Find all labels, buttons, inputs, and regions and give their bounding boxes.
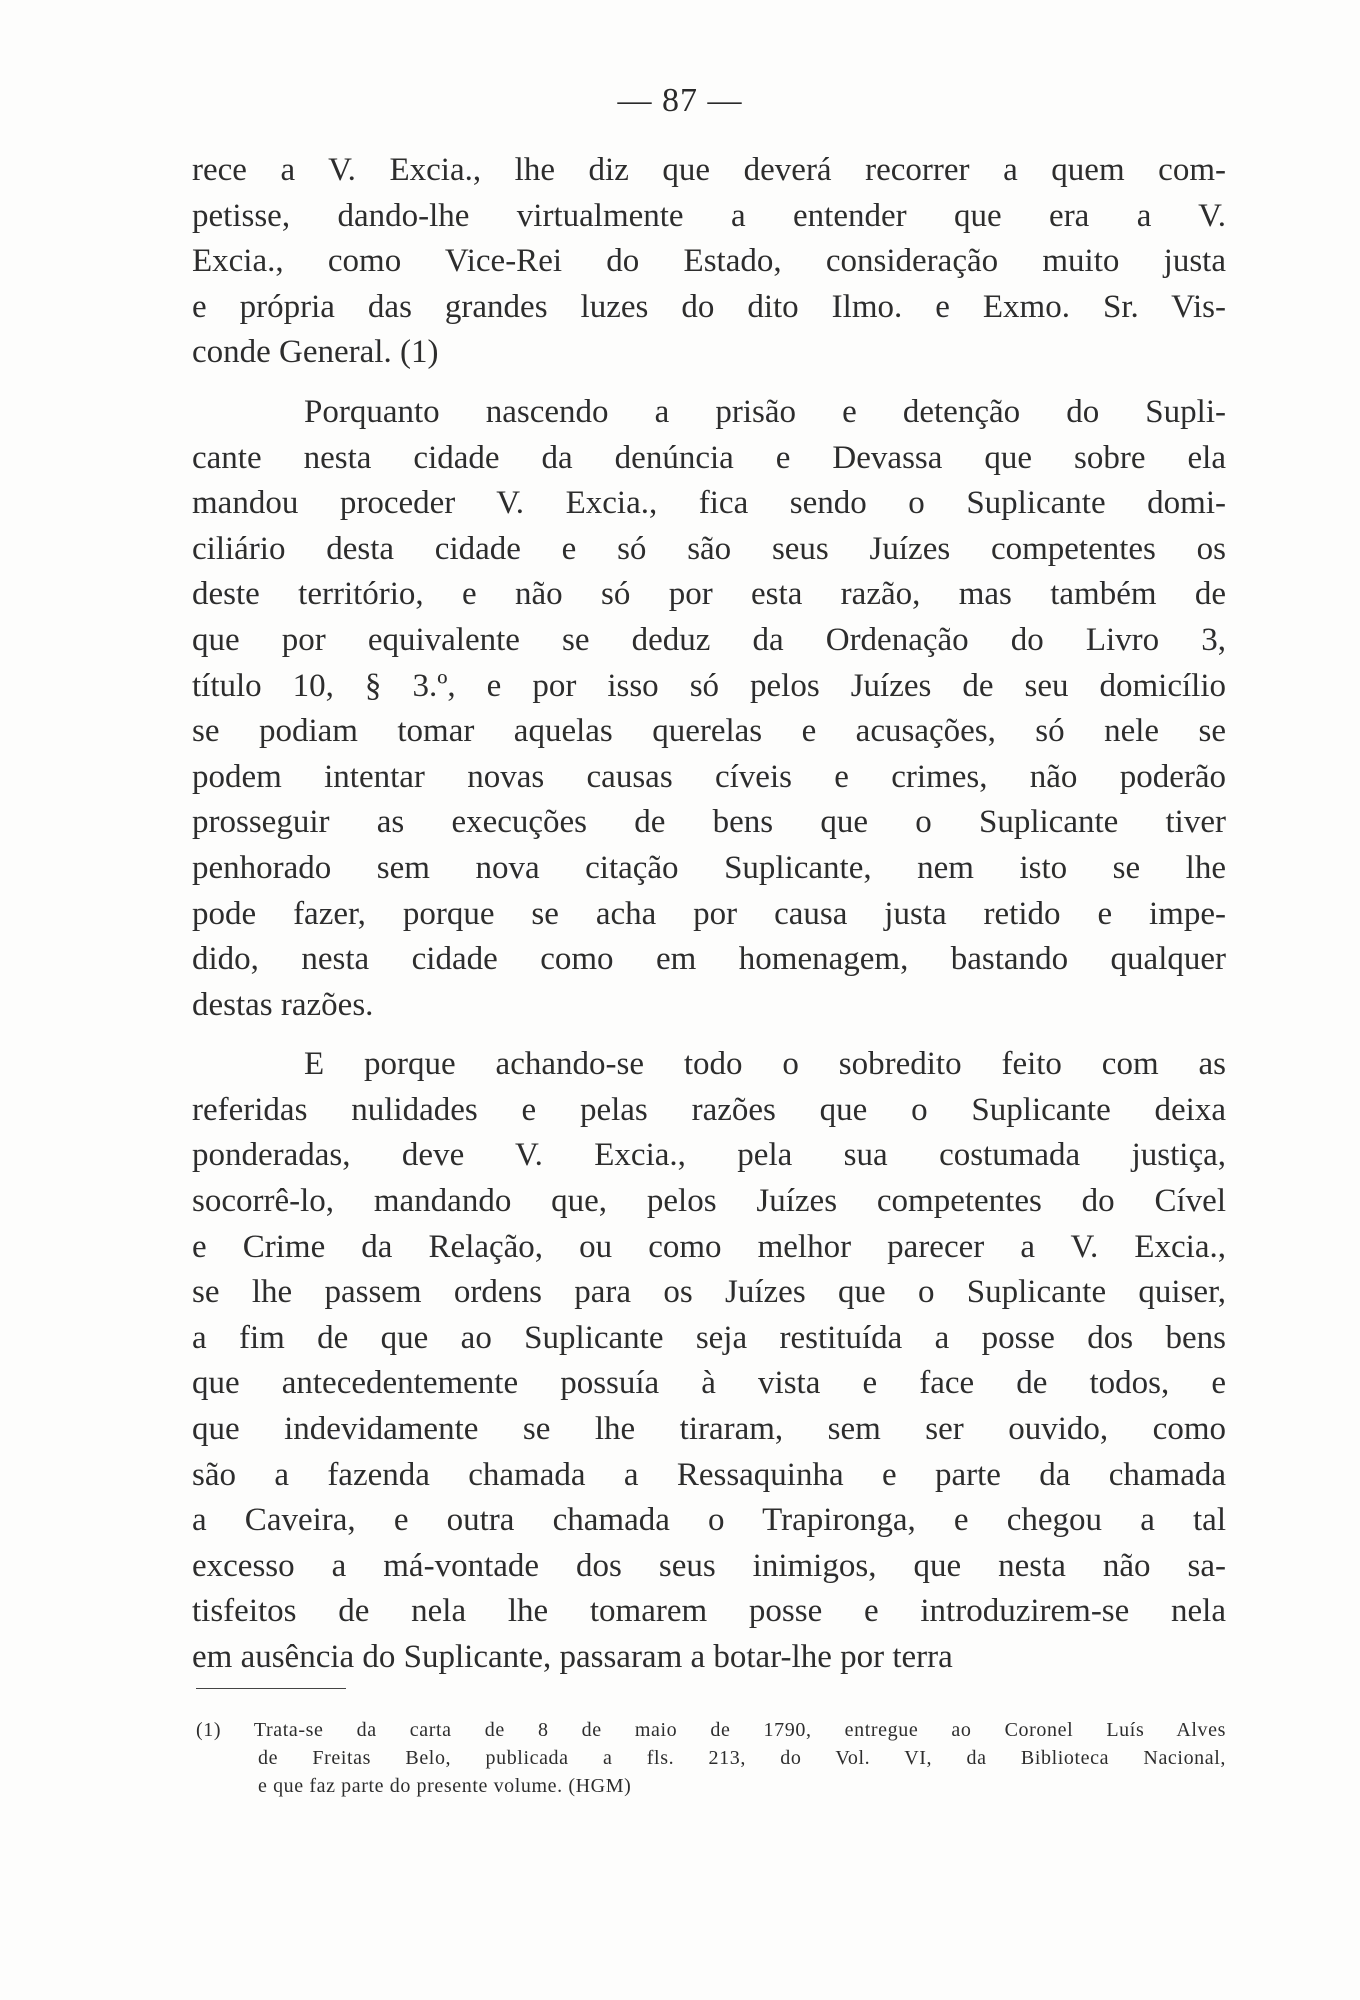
text-line: cante nesta cidade da denúncia e Devassa que sobre ela	[192, 439, 1226, 476]
text-line: e Crime da Relação, ou como melhor parecer a V. Excia.,	[192, 1228, 1226, 1265]
paragraph-2	[192, 390, 1226, 1028]
text-line: excesso a má-vontade dos seus inimigos, que nesta não sa-	[192, 1547, 1226, 1584]
text-line: e própria das grandes luzes do dito Ilmo. e Exmo. Sr. Vis-	[192, 288, 1226, 325]
text-line: Excia., como Vice-Rei do Estado, consideração muito justa	[192, 243, 1226, 280]
text-line: tisfeitos de nela lhe tomarem posse e introduzirem-se nela	[192, 1593, 1226, 1630]
text-line: se podiam tomar aquelas querelas e acusações, só nele se	[192, 713, 1226, 750]
text-line: que antecedentemente possuía à vista e face de todos, e	[192, 1365, 1226, 1402]
footnote	[196, 1716, 1226, 1800]
text-line: que indevidamente se lhe tiraram, sem ser ouvido, como	[192, 1411, 1226, 1448]
text-line: título 10, § 3.º, e por isso só pelos Juízes de seu domicílio	[192, 667, 1226, 704]
text-line: socorrê-lo, mandando que, pelos Juízes competentes do Cível	[192, 1183, 1226, 1220]
text-line: se lhe passem ordens para os Juízes que o Suplicante quiser,	[192, 1274, 1226, 1311]
text-line: podem intentar novas causas cíveis e crimes, não poderão	[192, 758, 1226, 795]
text-line: ciliário desta cidade e só são seus Juízes competentes os	[192, 530, 1226, 567]
text-line: destas razões.	[192, 986, 374, 1023]
text-line: penhorado sem nova citação Suplicante, nem isto se lhe	[192, 849, 1226, 886]
text-line: mandou proceder V. Excia., fica sendo o Suplicante domi-	[192, 485, 1226, 522]
text-line: petisse, dando-lhe virtualmente a entender que era a V.	[192, 197, 1226, 234]
text-line: que por equivalente se deduz da Ordenação do Livro 3,	[192, 621, 1226, 658]
paragraph-3	[192, 1042, 1226, 1680]
text-line: pode fazer, porque se acha por causa justa retido e impe-	[192, 895, 1226, 932]
text-line: em ausência do Suplicante, passaram a botar-lhe por terra	[192, 1639, 953, 1675]
text-line: deste território, e não só por esta razão, mas também de	[192, 576, 1226, 613]
body-text	[192, 148, 1226, 1681]
text-line: prosseguir as execuções de bens que o Suplicante tiver	[192, 804, 1226, 841]
text-line: E porque achando-se todo o sobredito feito com as	[304, 1046, 1226, 1083]
text-line: a Caveira, e outra chamada o Trapironga, e chegou a tal	[192, 1502, 1226, 1539]
text-line: conde General. (1)	[192, 334, 439, 371]
footnote-divider	[196, 1688, 346, 1689]
text-line: dido, nesta cidade como em homenagem, bastando qualquer	[192, 941, 1226, 978]
footnote-line: e que faz parte do presente volume. (HGM)	[258, 1775, 632, 1797]
text-line: são a fazenda chamada a Ressaquinha e parte da chamada	[192, 1456, 1226, 1493]
text-line: referidas nulidades e pelas razões que o Suplicante deixa	[192, 1091, 1226, 1128]
text-line: ponderadas, deve V. Excia., pela sua costumada justiça,	[192, 1137, 1226, 1174]
footnote-line: (1) Trata-se da carta de 8 de maio de 1790, entregue ao Coronel Luís Alves	[196, 1719, 1226, 1741]
page-number: — 87 —	[617, 82, 743, 119]
text-line: rece a V. Excia., lhe diz que deverá recorrer a quem com-	[192, 152, 1226, 188]
text-line: Porquanto nascendo a prisão e detenção do Supli-	[304, 393, 1226, 430]
text-line: a fim de que ao Suplicante seja restituída a posse dos bens	[192, 1319, 1226, 1356]
paragraph-1	[192, 148, 1226, 376]
footnote-line: de Freitas Belo, publicada a fls. 213, do Vol. VI, da Biblioteca Nacional,	[258, 1747, 1226, 1769]
